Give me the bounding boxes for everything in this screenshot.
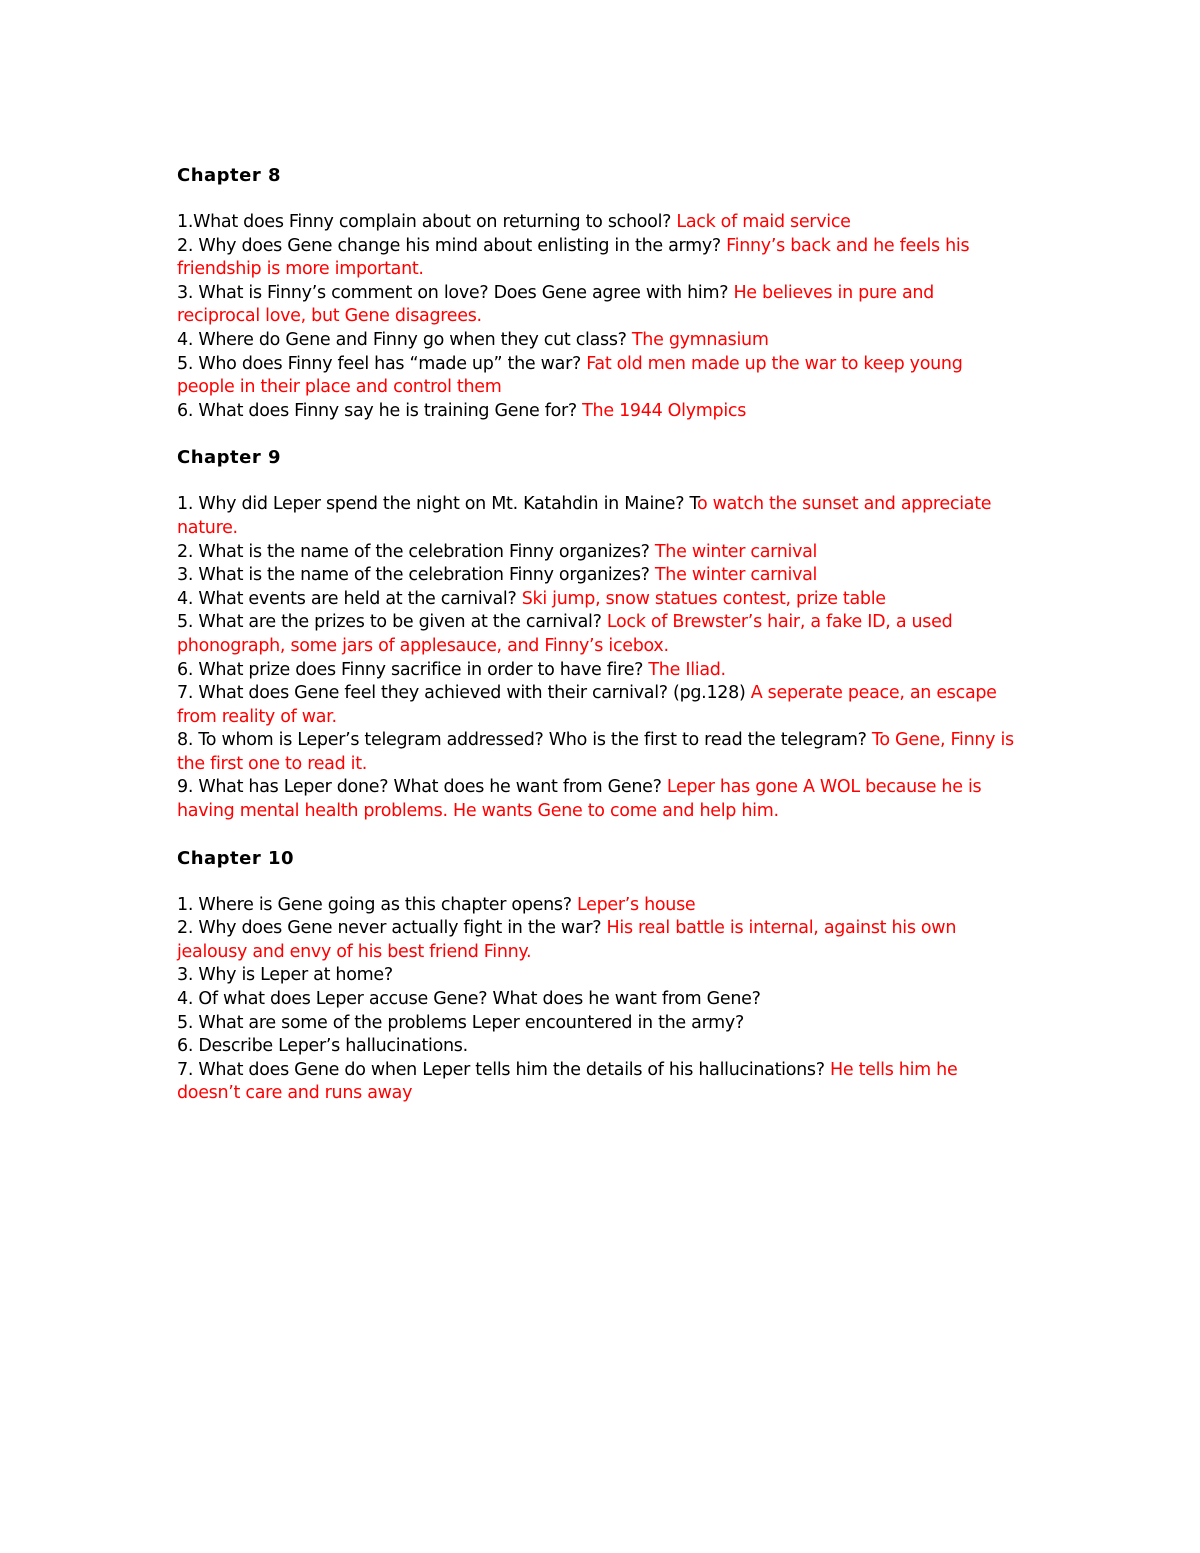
chapter-heading: Chapter 10 — [177, 847, 295, 869]
question-text: 6. What prize does Finny sacrifice in order to have fire? — [177, 659, 649, 680]
chapter-10-section — [177, 847, 1017, 1106]
question-item — [177, 729, 1017, 776]
question-text: 3. What is the name of the celebration Finny organizes? — [177, 565, 655, 586]
question-text: 1. Where is Gene going as this chapter opens? — [177, 894, 577, 915]
answer-text: He tells him he doesn’t care and runs away — [177, 1059, 958, 1104]
question-text: 3. Why is Leper at home? — [177, 965, 393, 986]
question-item — [177, 493, 1017, 540]
answer-text: Fat old men made up the war to keep young people in their place and control them — [177, 353, 963, 398]
question-text: 3. What is Finny’s comment on love? Does Gene agree with him? — [177, 282, 734, 303]
answer-text: To Gene, Finny is the first one to read it. — [177, 730, 1014, 774]
answer-text: Leper’s house — [576, 894, 696, 915]
question-text: 2. Why does Gene never actually fight in the war? — [177, 918, 607, 939]
document-page — [177, 164, 1017, 1129]
answer-text: Leper has gone A WOL because he is having mental health problems. He wants Gene to come and help him. — [177, 777, 982, 822]
question-text: 7. What does Gene feel they achieved with their carnival? (pg.128) — [177, 683, 751, 704]
question-item — [177, 329, 1017, 353]
question-item — [177, 1035, 1017, 1059]
answer-text: The winter carnival — [654, 565, 818, 586]
question-text: 1. Why did Leper spend the night on Mt. Katahdin in Maine? T — [177, 494, 697, 515]
question-text: 6. What does Finny say he is training Gene for? — [177, 400, 583, 421]
question-item — [177, 917, 1017, 964]
chapter-8-section — [177, 164, 1017, 423]
question-item — [177, 894, 1017, 918]
question-text: 4. Of what does Leper accuse Gene? What does he want from Gene? — [177, 989, 761, 1010]
question-item — [177, 659, 1017, 683]
question-text: 4. Where do Gene and Finny go when they cut class? — [177, 329, 632, 350]
answer-text: The Iliad. — [648, 659, 726, 680]
question-text: 5. What are some of the problems Leper encountered in the army? — [177, 1012, 744, 1033]
answer-text: o watch the sunset and appreciate nature. — [177, 494, 992, 538]
question-item — [177, 282, 1017, 329]
answer-text: The 1944 Olympics — [582, 400, 747, 421]
answer-text: A seperate peace, an escape from reality of war. — [177, 683, 997, 727]
question-item — [177, 776, 1017, 823]
question-item — [177, 564, 1017, 588]
question-text: 7. What does Gene do when Leper tells him the details of his hallucinations? — [177, 1059, 830, 1080]
question-item — [177, 964, 1017, 988]
answer-text: He believes in pure and reciprocal love, but Gene disagrees. — [177, 282, 934, 327]
question-item — [177, 1012, 1017, 1036]
question-text: 2. Why does Gene change his mind about enlisting in the army? — [177, 235, 727, 256]
question-item — [177, 682, 1017, 729]
question-item — [177, 988, 1017, 1012]
answer-text: The winter carnival — [654, 541, 818, 562]
question-item — [177, 1059, 1017, 1106]
answer-text: The gymnasium — [631, 329, 769, 350]
chapter-heading: Chapter 8 — [177, 165, 282, 186]
question-item — [177, 211, 1017, 235]
question-item — [177, 588, 1017, 612]
answer-text: Lock of Brewster’s hair, a fake ID, a used phonograph, some jars of applesauce, and Finny’s icebox. — [177, 612, 953, 656]
question-text: 8. To whom is Leper’s telegram addressed? Who is the first to read the telegram? — [177, 730, 872, 751]
answer-text: Lack of maid service — [676, 212, 851, 232]
question-item — [177, 541, 1017, 565]
chapter-heading: Chapter 9 — [177, 447, 282, 469]
answer-text: Ski jump, snow statues contest, prize table — [521, 588, 886, 609]
question-text: 6. Describe Leper’s hallucinations. — [177, 1036, 468, 1057]
question-item — [177, 353, 1017, 400]
question-item — [177, 400, 1017, 424]
question-text: 2. What is the name of the celebration Finny organizes? — [177, 541, 655, 562]
answer-text: Finny’s back and he feels his friendship is more important. — [177, 235, 970, 280]
chapter-9-section — [177, 446, 1017, 823]
question-text: 1.What does Finny complain about on returning to school? — [177, 212, 677, 232]
question-item — [177, 235, 1017, 282]
question-item — [177, 611, 1017, 658]
question-text: 9. What has Leper done? What does he want from Gene? — [177, 777, 667, 798]
question-text: 4. What events are held at the carnival? — [177, 588, 522, 609]
answer-text: His real battle is internal, against his own jealousy and envy of his best friend Finny. — [177, 918, 957, 962]
question-text: 5. Who does Finny feel has “made up” the war? — [177, 353, 587, 374]
question-text: 5. What are the prizes to be given at the carnival? — [177, 612, 607, 633]
